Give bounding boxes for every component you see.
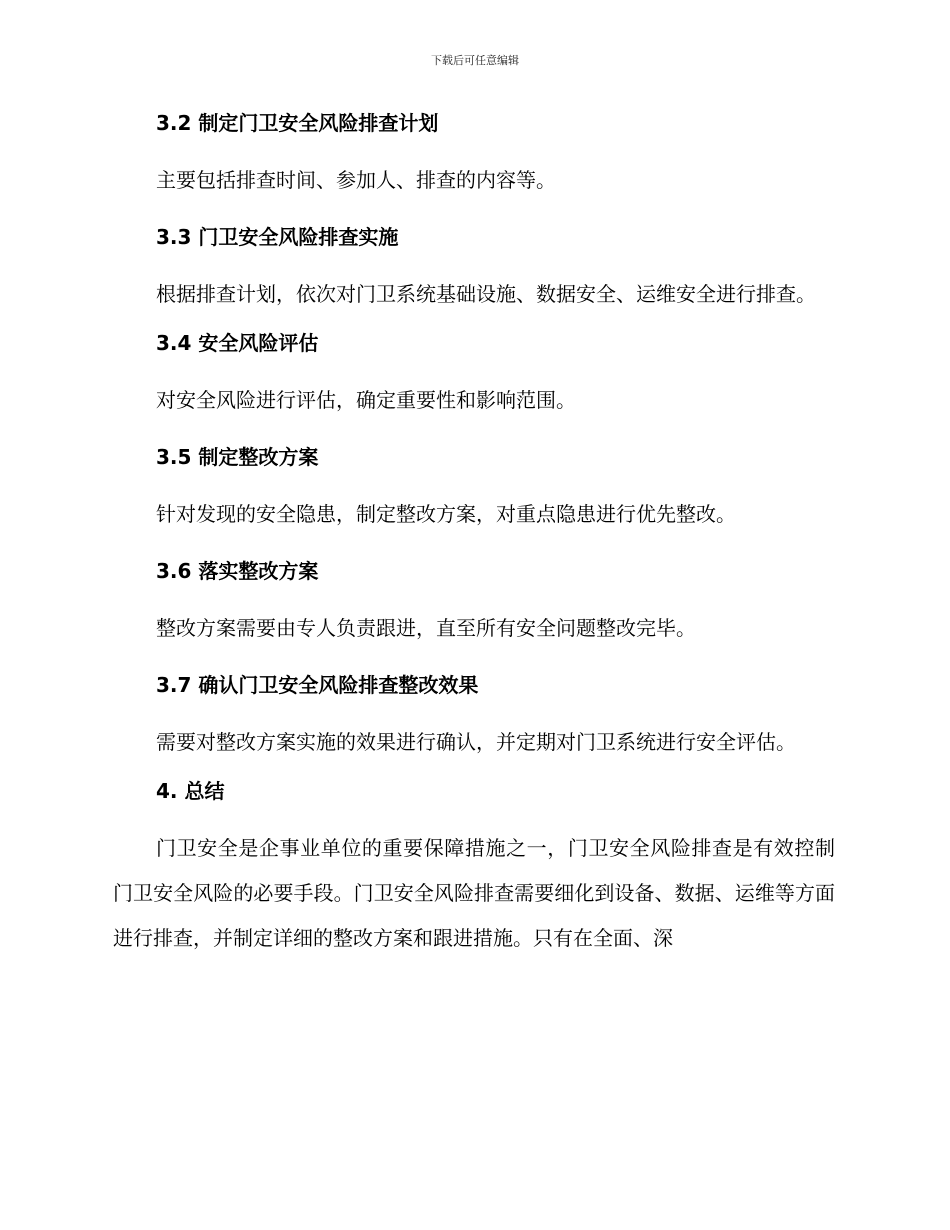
section-paragraph: 需要对整改方案实施的效果进行确认，并定期对门卫系统进行安全评估。: [156, 730, 796, 754]
section-heading: 4. 总结: [156, 779, 225, 803]
section-heading: 3.5 制定整改方案: [156, 445, 319, 469]
section-heading: 3.7 确认门卫安全风险排查整改效果: [156, 673, 479, 697]
section-paragraph: 针对发现的安全隐患，制定整改方案，对重点隐患进行优先整改。: [156, 502, 736, 526]
section-heading: 3.4 安全风险评估: [156, 331, 319, 355]
section-heading: 3.6 落实整改方案: [156, 559, 319, 583]
section-paragraph: 门卫安全是企事业单位的重要保障措施之一，门卫安全风险排查是有效控制门卫安全风险的必要手段。门卫安全风险排查需要细化到设备、数据、运维等方面进行排查，并制定详细的整改方案和跟进措施。只有在全面、深: [113, 836, 835, 950]
section-paragraph: 主要包括排查时间、参加人、排查的内容等。: [156, 168, 556, 192]
section-paragraph: 整改方案需要由专人负责跟进，直至所有安全问题整改完毕。: [156, 616, 696, 640]
section-heading: 3.2 制定门卫安全风险排查计划: [156, 111, 439, 135]
section-paragraph: 根据排查计划，依次对门卫系统基础设施、数据安全、运维安全进行排查。: [156, 282, 816, 306]
section-paragraph: 对安全风险进行评估，确定重要性和影响范围。: [156, 388, 576, 412]
page-header: 下载后可任意编辑: [431, 54, 519, 67]
section-heading: 3.3 门卫安全风险排查实施: [156, 225, 399, 249]
document-body: [113, 108, 835, 961]
